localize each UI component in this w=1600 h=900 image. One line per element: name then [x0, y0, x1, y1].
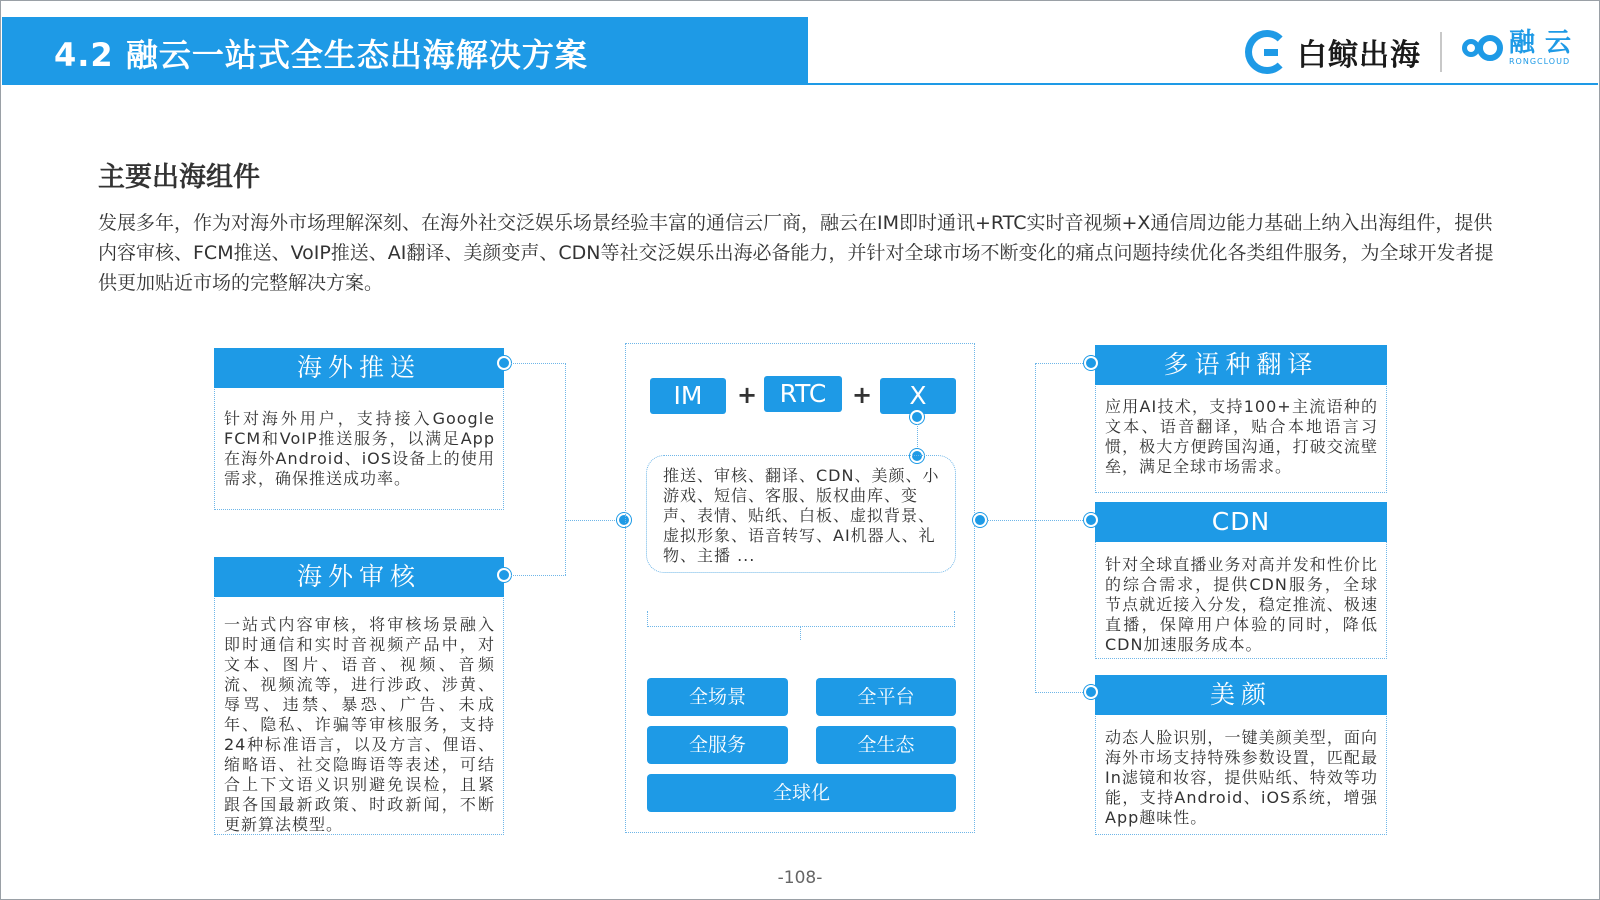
connector-line — [1035, 692, 1085, 693]
card-body: 应用AI技术，支持100+主流语种的文本、语音翻译，贴合本地语言习惯，极大方便跨国沟通，打破交流壁垒，满足全球市场需求。 — [1105, 397, 1378, 476]
feature-list-text: 推送、审核、翻译、CDN、美颜、小游戏、短信、客服、版权曲库、变声、表情、贴纸、白板、虚拟背景、虚拟形象、语音转写、AI机器人、礼物、主播 ... — [663, 466, 940, 565]
btn-all-scenes: 全场景 — [647, 678, 788, 716]
baijing-logo-text: 白鲸出海 — [1297, 38, 1421, 73]
card-cdn — [1095, 502, 1387, 659]
btn-all-platforms: 全平台 — [816, 678, 956, 716]
card-title: 海外推送 — [214, 348, 504, 388]
intro-paragraph: 发展多年，作为对海外市场理解深刻、在海外社交泛娱乐场景经验丰富的通信云厂商，融云在IM即时通讯+RTC实时音视频+X通信周边能力基础上纳入出海组件，提供内容审核、FCM推送、VoIP推送、AI翻译、美颜变声、CDN等社交泛娱乐出海必备能力，并针对全球市场不断变化的痛点问题持续优化各类组件服务，为全球开发者提供更加贴近市场的完整解决方案。 — [98, 212, 1494, 294]
feature-list-box — [646, 455, 956, 573]
connector-dot — [497, 568, 511, 582]
card-body: 一站式内容审核，将审核场景融入即时通信和实时音视频产品中，对文本、图片、语音、视频、音频流、视频流等，进行涉政、涉黄、辱骂、违禁、暴恐、广告、未成年、隐私、诈骗等审核服务，支持24种标准语言，以及方言、俚语、缩略语、社交隐晦语等表述，可结合上下文语义识别避免误检，且紧跟各国最新政策、时政新闻，不断更新算法模型。 — [224, 615, 495, 834]
header-divider — [808, 83, 1598, 85]
connector-line — [511, 575, 566, 576]
connector-dot — [497, 356, 511, 370]
connector-dot — [1084, 685, 1098, 699]
btn-all-ecosystem: 全生态 — [816, 726, 956, 764]
pill-x: X — [880, 378, 956, 414]
rongcloud-logo-en: RONGCLOUD — [1509, 57, 1571, 66]
baijing-logo — [1245, 30, 1421, 74]
page-number: -108- — [777, 868, 823, 888]
card-title: 海外审核 — [214, 557, 504, 597]
pill-im: IM — [650, 378, 726, 414]
card-title: 多语种翻译 — [1095, 345, 1387, 385]
rongcloud-logo — [1462, 30, 1581, 66]
connector-dot — [910, 410, 924, 424]
connector-line — [1035, 363, 1036, 693]
section-title: 主要出海组件 — [98, 162, 260, 193]
plus-sign: + — [852, 381, 873, 409]
card-body: 针对全球直播业务对高并发和性价比的综合需求，提供CDN服务，全球节点就近接入分发，稳定推流、极速直播，保障用户体验的同时，降低CDN加速服务成本。 — [1105, 555, 1378, 654]
card-title: CDN — [1095, 502, 1387, 542]
btn-all-services: 全服务 — [647, 726, 788, 764]
card-multilingual-translation — [1095, 345, 1387, 493]
card-beauty — [1095, 675, 1387, 835]
connector-line — [565, 363, 566, 575]
connector-line — [917, 424, 918, 451]
bracket — [647, 611, 955, 627]
connector-line — [565, 520, 617, 521]
connector-line — [987, 520, 1035, 521]
baijing-logo-icon — [1245, 30, 1289, 74]
bracket-tick — [800, 626, 801, 640]
connector-line — [1035, 520, 1085, 521]
rongcloud-logo-cn: 融云 — [1509, 28, 1582, 58]
connector-line — [511, 363, 566, 364]
card-overseas-review — [214, 557, 504, 835]
card-body: 针对海外用户，支持接入Google FCM和VoIP推送服务，以满足App在海外Android、iOS设备上的使用需求，确保推送成功率。 — [224, 409, 495, 488]
btn-globalization: 全球化 — [647, 774, 956, 812]
logo-separator — [1440, 32, 1442, 72]
card-body: 动态人脸识别，一键美颜美型，面向海外市场支持特殊参数设置，匹配最In滤镜和妆容，提供贴纸、特效等功能，支持Android、iOS系统，增强App趣味性。 — [1105, 728, 1378, 827]
connector-dot — [973, 513, 987, 527]
card-title: 美颜 — [1095, 675, 1387, 715]
page-title: 4.2 融云一站式全生态出海解决方案 — [54, 36, 588, 74]
rongcloud-logo-icon — [1462, 35, 1503, 61]
connector-line — [1035, 363, 1085, 364]
connector-dot — [1084, 356, 1098, 370]
pill-rtc: RTC — [764, 376, 842, 412]
plus-sign: + — [737, 381, 758, 409]
connector-dot — [1084, 513, 1098, 527]
card-overseas-push — [214, 348, 504, 510]
